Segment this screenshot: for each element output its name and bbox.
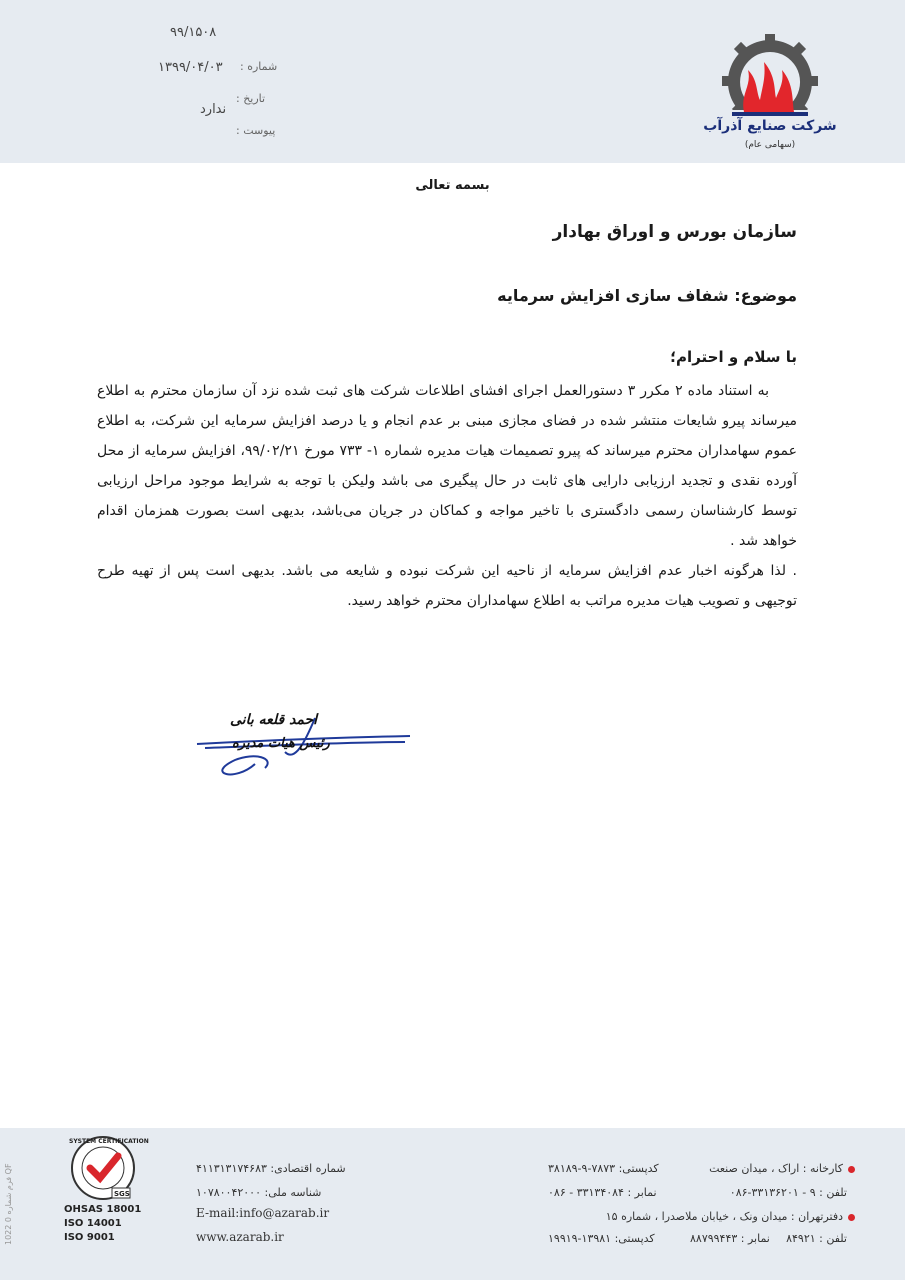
attachment-label: پیوست : [236, 124, 276, 137]
date-label: تاریخ : [236, 92, 266, 105]
email-link[interactable]: E-mail:info@azarab.ir [196, 1206, 330, 1220]
factory-phone: تلفن : ۹ - ۳۳۱۳۶۲۰۱-۰۸۶ [729, 1186, 847, 1199]
cert-iso-14001: ISO 14001 [64, 1218, 122, 1229]
factory-fax: نمابر : ۳۳۱۳۴۰۸۴ - ۰۸۶ [548, 1186, 657, 1199]
company-name: شرکت صنایع آذرآب [703, 118, 837, 134]
bullet-icon [848, 1214, 855, 1221]
form-code: فرم شماره 0 1022 QF [4, 1163, 13, 1245]
tehran-fax: نمابر : ۸۸۷۹۹۴۴۳ [690, 1232, 770, 1245]
greeting: با سلام و احترام؛ [670, 348, 797, 366]
company-type: (سهامی عام) [744, 140, 796, 150]
system-certification-label: SYSTEM CERTIFICATION [69, 1138, 149, 1145]
letter-body [97, 376, 797, 616]
company-logo-icon [710, 34, 830, 126]
letter-number-value: ۹۹/۱۵۰۸ [170, 25, 217, 40]
body-paragraph-1: به استناد ماده ۲ مکرر ۳ دستورالعمل اجرای افشای اطلاعات شرکت های ثبت شده نزد آن سازمان محترم به اطلاع میرساند پیرو شایعات منتشر شده در فضای مجازی مبنی بر عدم انجام و یا درصد افزایش سرمایه این شرکت، به اطلاع عموم سهامداران محترم میرساند که پیرو تصمیمات هیات مدیره شماره ۱- ۷۳۳ مورخ ۹۹/۰۲/۲۱، افزایش سرمایه از محل آورده نقدی و تجدید ارزیابی دارایی های ثابت در حال پیگیری می باشد ولیکن با توجه به شرایط موجود مراحل ارزیابی توسط کارشناسان رسمی دادگستری با تاخیر مواجه و کماکان در جریان می‌باشد، بدیهی است بصورت همزمان اقدام خواهد شد . [97, 383, 797, 549]
sgs-label: SGS [114, 1190, 130, 1198]
addressee: سازمان بورس و اوراق بهادار [552, 222, 797, 242]
date-value: ۱۳۹۹/۰۴/۰۳ [158, 60, 223, 75]
factory-postal: کدپستی: ۷۸۷۳-۹-۳۸۱۸۹ [548, 1162, 659, 1175]
subject-line: موضوع: شفاف سازی افزایش سرمایه [497, 286, 797, 305]
website-link[interactable]: www.azarab.ir [196, 1230, 284, 1244]
cert-ohsas: OHSAS 18001 [64, 1204, 142, 1215]
basmala: بسمه تعالی [415, 178, 490, 193]
national-id: شناسه ملی: ۱۰۷۸۰۰۴۲۰۰۰ [196, 1186, 322, 1199]
attachment-value: ندارد [200, 102, 227, 117]
factory-address-text: کارخانه : اراک ، میدان صنعت [709, 1162, 843, 1175]
tehran-address [606, 1210, 855, 1223]
tehran-phone: تلفن : ۸۴۹۲۱ [786, 1232, 847, 1245]
economic-code: شماره اقتصادی: ۴۱۱۳۱۳۱۷۴۶۸۳ [196, 1162, 346, 1175]
number-label: شماره : [240, 60, 278, 73]
factory-address [709, 1162, 855, 1175]
cert-iso-9001: ISO 9001 [64, 1232, 115, 1243]
body-paragraph-2: . لذا هرگونه اخبار عدم افزایش سرمایه از ناحیه این شرکت نبوده و شایعه می باشد. بدیهی است پس از تهیه طرح توجیهی و تصویب هیات مدیره مراتب به اطلاع سهامداران محترم خواهد رسید. [97, 563, 797, 609]
signer-title: رئیس هیات مدیره [232, 736, 330, 751]
tehran-address-text: دفترتهران : میدان ونک ، خیابان ملاصدرا ، شماره ۱۵ [605, 1210, 843, 1223]
tehran-postal: کدپستی: ۱۳۹۸۱-۱۹۹۱۹ [548, 1232, 655, 1245]
bullet-icon [848, 1166, 855, 1173]
signer-name: احمد قلعه بانی [230, 712, 318, 728]
